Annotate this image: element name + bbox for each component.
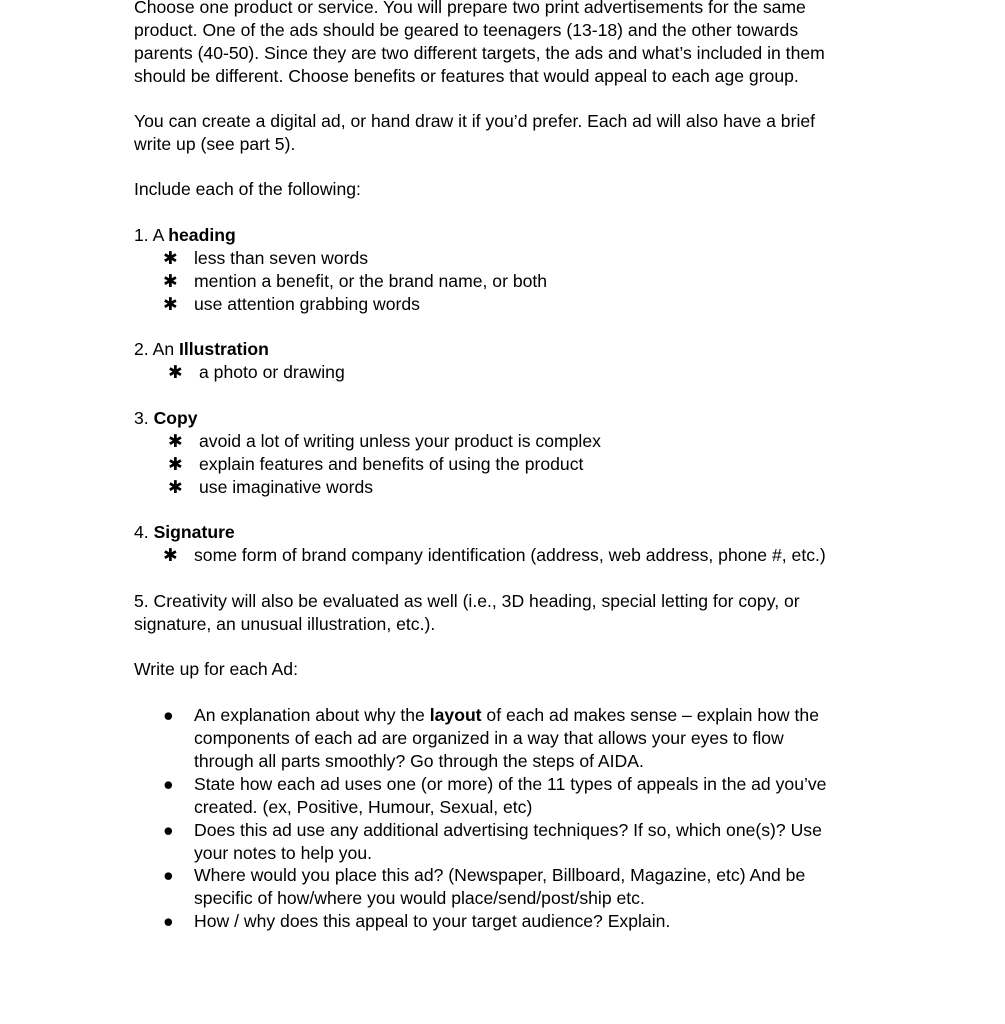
digital-paragraph — [134, 110, 874, 156]
text-run: through all parts smoothly? Go through the steps of AIDA. — [194, 751, 644, 771]
bullet-icon: ● — [163, 774, 174, 794]
copy-item — [168, 430, 601, 453]
writeup-item-layout — [163, 704, 883, 773]
text-run: components of each ad are organized in a way that allows your eyes to flow — [194, 728, 784, 748]
bullet-icon: ● — [163, 820, 174, 840]
creativity-line: 5. Creativity will also be evaluated as well (i.e., 3D heading, special letting for copy, or — [134, 591, 800, 611]
asterisk-icon: ✱ — [163, 248, 178, 268]
section-copy-title — [134, 407, 874, 430]
copy-item — [168, 476, 373, 499]
section-heading-title — [134, 224, 874, 247]
text-run: specific of how/where you would place/send/post/ship etc. — [194, 888, 645, 908]
text-run: created. (ex, Positive, Humour, Sexual, etc) — [194, 797, 533, 817]
heading-item — [163, 293, 420, 316]
section-prefix: 1. A — [134, 225, 169, 245]
heading-item — [163, 270, 547, 293]
writeup-item-appeals — [163, 773, 883, 819]
writeup-item-text — [194, 773, 883, 819]
section-prefix: 2. An — [134, 339, 179, 359]
text-run: of each ad makes sense – explain how the — [481, 705, 819, 725]
intro-paragraph — [134, 0, 874, 88]
asterisk-icon: ✱ — [168, 477, 183, 497]
bullet-icon: ● — [163, 911, 174, 931]
digital-line: write up (see part 5). — [134, 134, 296, 154]
creativity-paragraph — [134, 590, 874, 636]
copy-item-text: explain features and benefits of using the product — [199, 454, 584, 474]
section-signature-title — [134, 521, 874, 544]
asterisk-icon: ✱ — [168, 454, 183, 474]
copy-item-text: use imaginative words — [199, 477, 374, 497]
text-run: Where would you place this ad? (Newspaper, Billboard, Magazine, etc) And be — [194, 865, 806, 885]
bullet-icon: ● — [163, 865, 174, 885]
writeup-label: Write up for each Ad: — [134, 659, 298, 679]
section-term: Signature — [153, 522, 235, 542]
writeup-item-text — [194, 910, 883, 933]
writeup-item-techniques — [163, 819, 883, 865]
asterisk-icon: ✱ — [163, 271, 178, 291]
text-run: An explanation about why the — [194, 705, 430, 725]
heading-item — [163, 247, 368, 270]
illustration-item — [168, 361, 345, 384]
text-run: Does this ad use any additional advertising techniques? If so, which one(s)? Use — [194, 820, 822, 840]
creativity-line: signature, an unusual illustration, etc.). — [134, 614, 436, 634]
intro-line: Choose one product or service. You will prepare two print advertisements for the same — [134, 0, 806, 17]
writeup-item-text — [194, 704, 883, 773]
section-term: Copy — [153, 408, 198, 428]
section-term: Illustration — [179, 339, 269, 359]
signature-item-text: some form of brand company identification (address, web address, phone #, etc.) — [194, 545, 826, 565]
text-run: your notes to help you. — [194, 843, 373, 863]
section-prefix: 3. — [134, 408, 154, 428]
copy-item — [168, 453, 583, 476]
section-prefix: 4. — [134, 522, 154, 542]
illustration-item-text: a photo or drawing — [199, 362, 345, 382]
section-term: heading — [168, 225, 236, 245]
text-run: State how each ad uses one (or more) of the 11 types of appeals in the ad you’ve — [194, 774, 827, 794]
digital-line: You can create a digital ad, or hand draw it if you’d prefer. Each ad will also have a brief — [134, 111, 816, 131]
writeup-item-placement — [163, 864, 883, 910]
bold-term: layout — [429, 705, 482, 725]
copy-item-text: avoid a lot of writing unless your product is complex — [199, 431, 601, 451]
intro-line: should be different. Choose benefits or features that would appeal to each age group. — [134, 66, 799, 86]
bullet-icon: ● — [163, 705, 174, 725]
writeup-item-audience — [163, 910, 883, 933]
heading-item-text: mention a benefit, or the brand name, or both — [194, 271, 548, 291]
include-label: Include each of the following: — [134, 179, 361, 199]
intro-line: parents (40-50). Since they are two different targets, the ads and what’s included in them — [134, 43, 825, 63]
intro-line: product. One of the ads should be geared to teenagers (13-18) and the other towards — [134, 20, 799, 40]
writeup-item-text — [194, 819, 883, 865]
signature-item — [163, 544, 826, 567]
heading-item-text: use attention grabbing words — [194, 294, 420, 314]
heading-item-text: less than seven words — [194, 248, 369, 268]
asterisk-icon: ✱ — [163, 545, 178, 565]
text-run: How / why does this appeal to your target audience? Explain. — [194, 911, 671, 931]
asterisk-icon: ✱ — [168, 362, 183, 382]
writeup-item-text — [194, 864, 883, 910]
asterisk-icon: ✱ — [168, 431, 183, 451]
asterisk-icon: ✱ — [163, 294, 178, 314]
section-illustration-title — [134, 338, 874, 361]
